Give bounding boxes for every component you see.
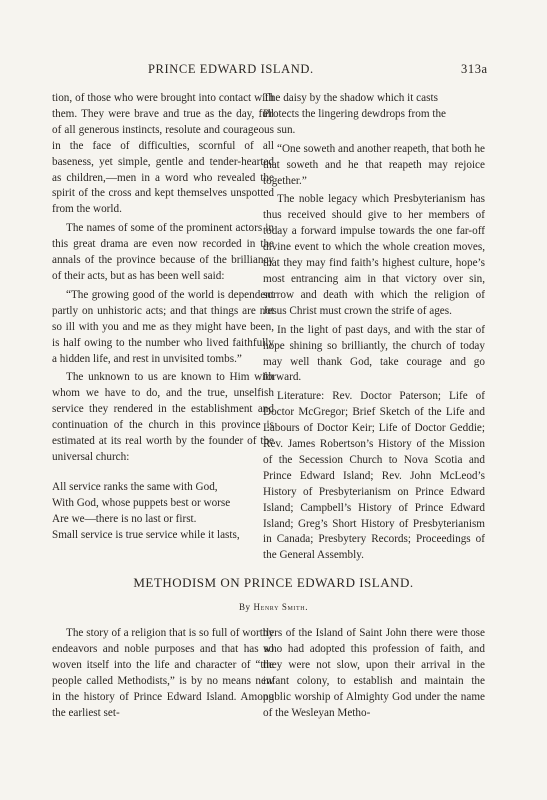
article2-left-column (52, 626, 274, 724)
literature-list: Literature: Rev. Doctor Paterson; Life of Doctor McGregor; Brief Sketch of the Life and Labours of Doctor Keir; Life of Doctor Geddie; Rev. James Robertson’s History of the Mission of the Secession Church to Nova Scotia and Prince Edward Island; Rev. John McLeod’s History of Presbyterianism on Prince Edward Island; Campbell’s History of Prince Edward Island; Greg’s Short History of Presbyterianism in Canada; Presbytery Records; Proceedings of the General Assembly. (263, 390, 485, 562)
running-title: PRINCE EDWARD ISLAND. (148, 62, 314, 76)
verse-line: The daisy by the shadow which it casts (263, 92, 438, 104)
verse-stanza (52, 480, 274, 544)
quotation: “One soweth and another reapeth, that both he that soweth and he that reapeth may rejoice together.” (263, 142, 485, 187)
paragraph: The unknown to us are known to Him with whom we have to do, and the true, unselfish service they rendered in the establishment and continuation of the church in this province is estimated at its real worth by the founder of the universal church: (52, 371, 274, 463)
byline (0, 602, 547, 612)
article2-right-column (263, 626, 485, 724)
verse-line: With God, whose puppets best or worse (52, 496, 231, 509)
verse-line: Small service is true service while it lasts, (52, 528, 240, 541)
paragraph: The story of a religion that is so full of worthy endeavors and noble purposes and that has so woven itself into the life and character of “the people called Methodists,” is by no means new in the history of Prince Edward Island. Among the earliest set- (52, 627, 274, 719)
paragraph: tlers of the Island of Saint John there were those who had adopted this profession of faith, and they were not slow, upon their arrival in the infant colony, to establish and maintain the public worship of Almighty God under the name of the Wesleyan Metho- (263, 627, 485, 719)
verse-line: Protects the lingering dewdrops from the (263, 107, 446, 120)
verse-stanza-continued (263, 91, 485, 139)
paragraph: In the light of past days, and with the star of hope shining so brilliantly, the church of today may well thank God, take courage and go forward. (263, 323, 485, 384)
paragraph: The noble legacy which Presbyterianism has thus received should give to her members of today a forward impulse towards the one far-off divine event to which the whole creation moves, that they may find faith’s highest culture, hope’s most entrancing aim in that victory over sin, sorrow and death with which the religion of Jesus Christ must crown the strife of ages. (263, 193, 485, 317)
page-number: 313a (461, 62, 488, 76)
article1-left-column (52, 91, 274, 543)
paragraph: tion, of those who were brought into contact with them. They were brave and true as the day, full of all generous instincts, resolute and courageous in the face of difficulties, scornful of all baseness, yet simple, gentle and tender-hearted as children,—men in a word who revealed the spirit of the cross and kept themselves unspotted from the world. (52, 92, 274, 216)
running-header (0, 62, 547, 78)
byline-author: Henry Smith. (253, 602, 309, 612)
verse-line: All service ranks the same with God, (52, 480, 218, 493)
article1-right-column (263, 91, 485, 567)
verse-line: Are we—there is no last or first. (52, 512, 197, 525)
paragraph: The names of some of the prominent actors in this great drama are even now recorded in the annals of the province because of the brilliancy of their acts, but as has been well said: (52, 222, 274, 282)
quotation: “The growing good of the world is dependent partly on unhistoric acts; and that things are not so ill with you and me as they might have been, is half owing to the number who lived faithfully a hidden life, and rest in unvisited tombs.” (52, 288, 274, 365)
verse-line: sun. (277, 123, 296, 136)
article-title: METHODISM ON PRINCE EDWARD ISLAND. (133, 575, 414, 590)
byline-prefix: By (238, 602, 251, 612)
